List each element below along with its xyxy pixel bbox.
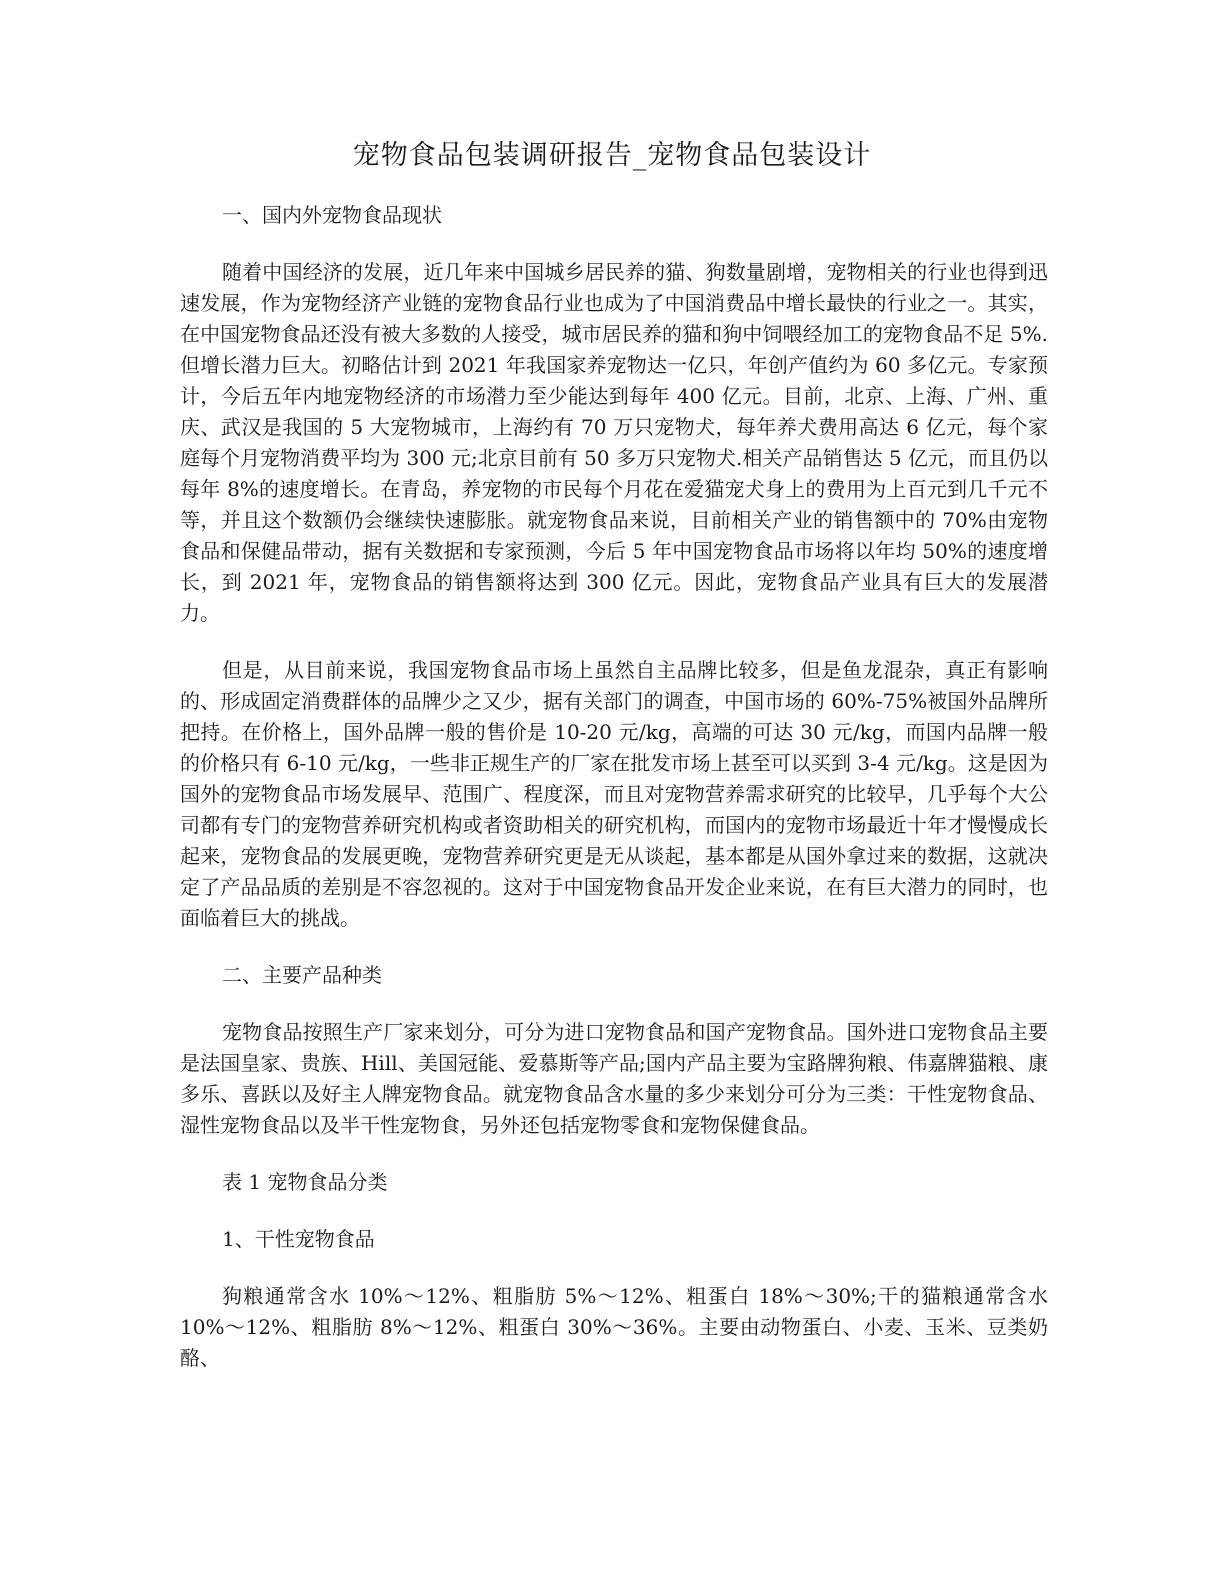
table-caption: 表 1 宠物食品分类: [222, 1170, 388, 1194]
paragraph-market-status: 随着中国经济的发展，近几年来中国城乡居民养的猫、狗数量剧增，宠物相关的行业也得到迅速发展，作为宠物经济产业链的宠物食品行业也成为了中国消费品中增长最快的行业之一。其实，在中国宠物食品还没有被大多数的人接受，城市居民养的猫和狗中饲喂经加工的宠物食品不足 5%.但增长潜力巨大。初略估计到 2021 年我国家养宠物达一亿只，年创产值约为 60 多亿元。专家预计，今后五年内地宠物经济的市场潜力至少能达到每年 400 亿元。目前，北京、上海、广州、重庆、武汉是我国的 5 大宠物城市，上海约有 70 万只宠物犬，每年养犬费用高达 6 亿元，每个家庭每个月宠物消费平均为 300 元;北京目前有 50 多万只宠物犬.相关产品销售达 5 亿元，而且仍以每年 8%的速度增长。在青岛，养宠物的市民每个月花在爱猫宠犬身上的费用为上百元到几千元不等，并且这个数额仍会继续快速膨胀。就宠物食品来说，目前相关产业的销售额中的 70%由宠物食品和保健品带动，据有关数据和专家预测，今后 5 年中国宠物食品市场将以年均 50%的速度增长，到 2021 年，宠物食品的销售额将达到 300 亿元。因此，宠物食品产业具有巨大的发展潜力。: [180, 260, 1048, 625]
paragraph-market-challenge: 但是，从目前来说，我国宠物食品市场上虽然自主品牌比较多，但是鱼龙混杂，真正有影响的、形成固定消费群体的品牌少之又少，据有关部门的调查，中国市场的 60%-75%被国外品牌所把持。在价格上，国外品牌一般的售价是 10-20 元/kg，高端的可达 30 元/kg，而国内品牌一般的价格只有 6-10 元/kg，一些非正规生产的厂家在批发市场上甚至可以买到 3-4 元/kg。这是因为国外的宠物食品市场发展早、范围广、程度深，而且对宠物营养需求研究的比较早，几乎每个大公司都有专门的宠物营养研究机构或者资助相关的研究机构，而国内的宠物市场最近十年才慢慢成长起来，宠物食品的发展更晚，宠物营养研究更是无从谈起，基本都是从国外拿过来的数据，这就决定了产品品质的差别是不容忽视的。这对于中国宠物食品开发企业来说，在有巨大潜力的同时，也面临着巨大的挑战。: [180, 658, 1048, 930]
paragraph-product-types: 宠物食品按照生产厂家来划分，可分为进口宠物食品和国产宠物食品。国外进口宠物食品主要是法国皇家、贵族、Hill、美国冠能、爱慕斯等产品;国内产品主要为宝路牌狗粮、伟嘉牌猫粮、康多乐、喜跃以及好主人牌宠物食品。就宠物食品含水量的多少来划分可分为三类：干性宠物食品、湿性宠物食品以及半干性宠物食，另外还包括宠物零食和宠物保健食品。: [180, 1020, 1048, 1137]
subsection-heading-dry-food: 1、干性宠物食品: [222, 1227, 375, 1251]
document-title: 宠物食品包装调研报告_宠物食品包装设计: [352, 140, 872, 171]
paragraph-dry-food: 狗粮通常含水 10%～12%、粗脂肪 5%～12%、粗蛋白 18%～30%;干的猫粮通常含水 10%～12%、粗脂肪 8%～12%、粗蛋白 30%～36%。主要由动物蛋白、小麦、玉米、豆类奶酪、: [180, 1284, 1048, 1370]
document-body: [180, 200, 1048, 1400]
section-heading-1: 一、国内外宠物食品现状: [222, 203, 442, 227]
section-heading-2: 二、主要产品种类: [222, 963, 382, 987]
